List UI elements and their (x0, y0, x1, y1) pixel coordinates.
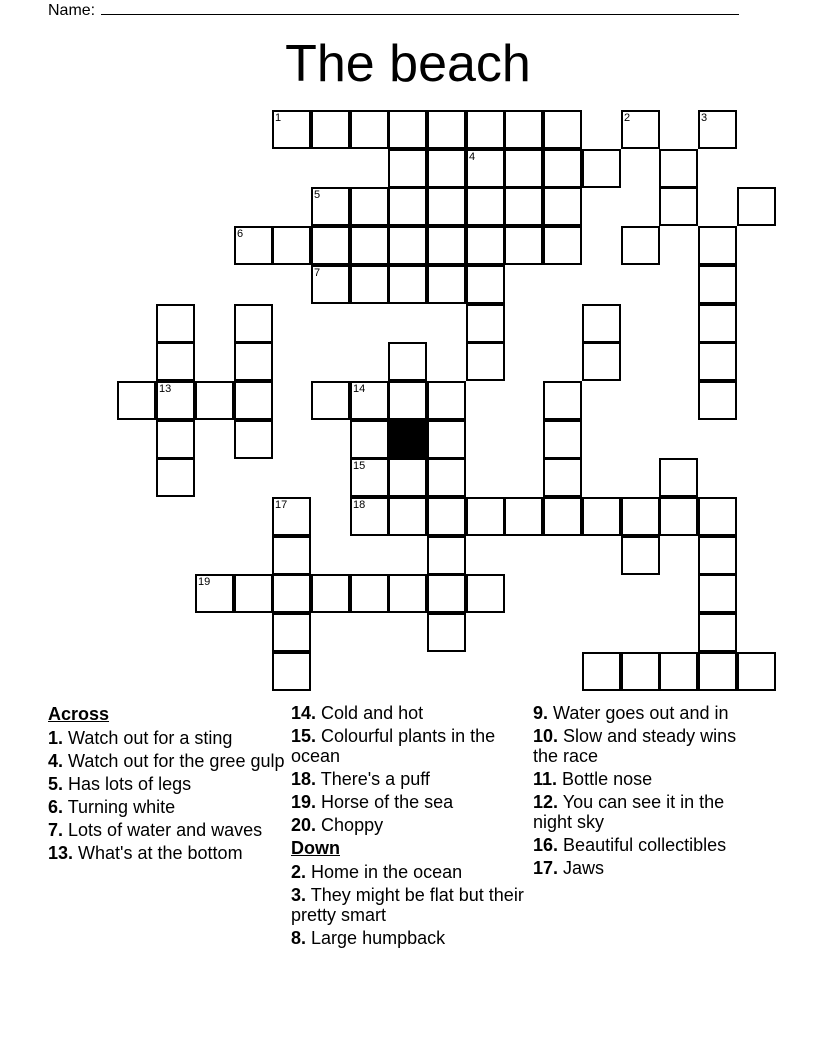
grid-cell[interactable] (621, 226, 660, 265)
clue-number: 7. (48, 820, 64, 840)
clue-across-4 (48, 751, 288, 771)
clue-number: 14. (291, 703, 317, 723)
grid-cell[interactable] (504, 226, 543, 265)
grid-cell[interactable] (272, 110, 311, 149)
grid-cell[interactable] (427, 265, 466, 304)
cell-number: 6 (237, 228, 244, 240)
grid-cell[interactable] (388, 187, 427, 226)
grid-cell[interactable] (582, 304, 621, 343)
cell-number: 18 (353, 499, 366, 511)
clue-down-10 (533, 726, 753, 766)
grid-cell[interactable] (427, 458, 466, 497)
grid-cell[interactable] (621, 652, 660, 691)
grid-cell[interactable] (234, 381, 273, 420)
grid-cell[interactable] (427, 536, 466, 575)
clue-across-20 (291, 815, 531, 835)
grid-cell[interactable] (427, 420, 466, 459)
grid-cell[interactable] (156, 304, 195, 343)
grid-cell[interactable] (350, 458, 389, 497)
clue-number: 13. (48, 843, 74, 863)
grid-cell[interactable] (195, 574, 234, 613)
clue-number: 1. (48, 728, 64, 748)
cell-number: 7 (314, 267, 321, 279)
grid-cell[interactable] (698, 110, 737, 149)
grid-cell[interactable] (350, 226, 389, 265)
clue-text: Cold and hot (321, 703, 424, 723)
grid-cell[interactable] (427, 226, 466, 265)
clue-number: 9. (533, 703, 549, 723)
clue-across-7 (48, 820, 288, 840)
clue-text: What's at the bottom (78, 843, 243, 863)
clue-column-1 (48, 703, 288, 866)
clue-number: 3. (291, 885, 307, 905)
grid-cell[interactable] (311, 381, 350, 420)
grid-cell[interactable] (466, 226, 505, 265)
grid-cell[interactable] (350, 574, 389, 613)
clue-text: Has lots of legs (68, 774, 192, 794)
grid-cell[interactable] (621, 536, 660, 575)
cell-number: 19 (198, 576, 211, 588)
clue-column-3 (533, 703, 753, 881)
clue-number: 2. (291, 862, 307, 882)
grid-cell[interactable] (234, 226, 273, 265)
grid-cell[interactable] (156, 381, 195, 420)
grid-cell[interactable] (427, 574, 466, 613)
grid-cell[interactable] (543, 497, 582, 536)
grid-cell[interactable] (659, 458, 698, 497)
grid-cell[interactable] (350, 497, 389, 536)
grid-cell[interactable] (388, 149, 427, 188)
clue-number: 17. (533, 858, 559, 878)
grid-cell[interactable] (156, 458, 195, 497)
cell-number: 1 (275, 112, 282, 124)
clue-down-12 (533, 792, 753, 832)
grid-cell[interactable] (272, 536, 311, 575)
clue-down-9 (533, 703, 753, 723)
grid-cell[interactable] (504, 497, 543, 536)
grid-cell[interactable] (388, 110, 427, 149)
grid-cell[interactable] (698, 304, 737, 343)
clue-text: Home in the ocean (311, 862, 463, 882)
clue-number: 4. (48, 751, 64, 771)
grid-cell[interactable] (234, 420, 273, 459)
clue-number: 16. (533, 835, 559, 855)
name-label: Name: (48, 2, 96, 19)
grid-cell[interactable] (698, 536, 737, 575)
grid-cell[interactable] (234, 304, 273, 343)
grid-cell[interactable] (698, 381, 737, 420)
clue-down-8 (291, 928, 531, 948)
grid-cell[interactable] (698, 226, 737, 265)
grid-cell[interactable] (582, 497, 621, 536)
grid-cell[interactable] (388, 574, 427, 613)
clue-down-2 (291, 862, 531, 882)
grid-cell[interactable] (427, 187, 466, 226)
grid-cell[interactable] (388, 381, 427, 420)
grid-cell[interactable] (659, 497, 698, 536)
clue-across-18 (291, 769, 531, 789)
grid-cell[interactable] (466, 149, 505, 188)
clue-down-3 (291, 885, 531, 925)
grid-cell[interactable] (272, 652, 311, 691)
grid-cell[interactable] (117, 381, 156, 420)
grid-cell[interactable] (737, 187, 776, 226)
clue-across-13 (48, 843, 288, 863)
grid-cell[interactable] (466, 110, 505, 149)
grid-cell[interactable] (350, 110, 389, 149)
grid-cell[interactable] (427, 110, 466, 149)
grid-cell[interactable] (311, 110, 350, 149)
grid-cell[interactable] (543, 149, 582, 188)
clue-text: Large humpback (311, 928, 446, 948)
clue-number: 10. (533, 726, 559, 746)
grid-cell[interactable] (504, 110, 543, 149)
grid-cell[interactable] (698, 652, 737, 691)
grid-cell[interactable] (195, 381, 234, 420)
grid-cell[interactable] (311, 226, 350, 265)
clue-text: Watch out for a sting (68, 728, 233, 748)
grid-cell[interactable] (659, 652, 698, 691)
grid-cell[interactable] (272, 226, 311, 265)
clue-text: Bottle nose (562, 769, 653, 789)
clue-across-19 (291, 792, 531, 812)
grid-cell[interactable] (466, 342, 505, 381)
grid-cell[interactable] (582, 652, 621, 691)
grid-cell[interactable] (698, 497, 737, 536)
clue-number: 18. (291, 769, 317, 789)
clue-down-16 (533, 835, 753, 855)
clue-text: Water goes out and in (553, 703, 729, 723)
grid-cell[interactable] (659, 149, 698, 188)
grid-cell[interactable] (427, 381, 466, 420)
grid-cell[interactable] (427, 613, 466, 652)
grid-cell[interactable] (311, 574, 350, 613)
grid-cell[interactable] (388, 458, 427, 497)
grid-cell[interactable] (156, 420, 195, 459)
grid-cell[interactable] (543, 187, 582, 226)
grid-cell[interactable] (543, 110, 582, 149)
grid-cell[interactable] (272, 574, 311, 613)
grid-cell[interactable] (466, 574, 505, 613)
across-heading: Across (48, 704, 110, 724)
clue-number: 19. (291, 792, 317, 812)
clue-text: Beautiful collectibles (563, 835, 727, 855)
grid-cell[interactable] (311, 265, 350, 304)
cell-number: 13 (159, 383, 172, 395)
grid-cell[interactable] (427, 149, 466, 188)
clue-number: 20. (291, 815, 317, 835)
grid-cell[interactable] (466, 265, 505, 304)
grid-cell[interactable] (543, 420, 582, 459)
grid-cell[interactable] (388, 342, 427, 381)
clue-across-5 (48, 774, 288, 794)
grid-cell[interactable] (543, 226, 582, 265)
grid-cell[interactable] (350, 381, 389, 420)
clue-across-15 (291, 726, 531, 766)
clue-across-14 (291, 703, 531, 723)
grid-cell[interactable] (466, 304, 505, 343)
grid-cell[interactable] (621, 110, 660, 149)
clue-text: Choppy (321, 815, 384, 835)
clue-across-1 (48, 728, 288, 748)
grid-cell[interactable] (350, 265, 389, 304)
grid-cell[interactable] (311, 187, 350, 226)
grid-cell[interactable] (621, 497, 660, 536)
clue-number: 6. (48, 797, 64, 817)
clue-down-17 (533, 858, 753, 878)
cell-number: 15 (353, 460, 366, 472)
grid-cell[interactable] (504, 149, 543, 188)
grid-cell[interactable] (234, 342, 273, 381)
clue-text: Colourful plants in the ocean (291, 726, 496, 766)
grid-cell[interactable] (698, 265, 737, 304)
grid-cell[interactable] (698, 342, 737, 381)
grid-cell[interactable] (504, 187, 543, 226)
grid-cell[interactable] (737, 652, 776, 691)
grid-cell[interactable] (272, 497, 311, 536)
clue-text: Jaws (563, 858, 605, 878)
cell-number: 2 (624, 112, 631, 124)
clue-text: There's a puff (320, 769, 430, 789)
grid-cell[interactable] (698, 574, 737, 613)
clue-text: Horse of the sea (321, 792, 454, 812)
grid-cell[interactable] (543, 458, 582, 497)
clue-text: Turning white (67, 797, 176, 817)
grid-cell[interactable] (543, 381, 582, 420)
clue-text: They might be flat but their pretty smart (291, 885, 524, 925)
grid-cell[interactable] (427, 497, 466, 536)
cell-number: 5 (314, 189, 321, 201)
cell-number: 14 (353, 383, 366, 395)
clue-text: Slow and steady wins the race (533, 726, 737, 766)
cell-number: 17 (275, 499, 288, 511)
grid-cell[interactable] (272, 613, 311, 652)
clue-column-2 (291, 703, 531, 951)
clue-number: 5. (48, 774, 64, 794)
grid-cell[interactable] (156, 342, 195, 381)
grid-cell[interactable] (698, 613, 737, 652)
clue-number: 11. (533, 769, 558, 789)
clue-down-11 (533, 769, 753, 789)
grid-cell[interactable] (388, 497, 427, 536)
grid-cell[interactable] (350, 420, 389, 459)
cell-number: 4 (469, 151, 476, 163)
clue-across-6 (48, 797, 288, 817)
grid-cell[interactable] (388, 226, 427, 265)
down-heading: Down (291, 838, 340, 858)
grid-cell[interactable] (350, 187, 389, 226)
grid-cell[interactable] (466, 187, 505, 226)
clue-text: Watch out for the gree gulp (68, 751, 285, 771)
cell-number: 3 (701, 112, 708, 124)
black-cell (388, 420, 427, 459)
grid-cell[interactable] (582, 149, 621, 188)
grid-cell[interactable] (582, 342, 621, 381)
clue-number: 12. (533, 792, 559, 812)
page-title: The beach (285, 35, 531, 93)
clue-text: You can see it in the night sky (533, 792, 725, 832)
grid-cell[interactable] (234, 574, 273, 613)
grid-cell[interactable] (659, 187, 698, 226)
clue-number: 8. (291, 928, 307, 948)
grid-cell[interactable] (466, 497, 505, 536)
clue-text: Lots of water and waves (68, 820, 263, 840)
grid-cell[interactable] (388, 265, 427, 304)
clue-number: 15. (291, 726, 317, 746)
